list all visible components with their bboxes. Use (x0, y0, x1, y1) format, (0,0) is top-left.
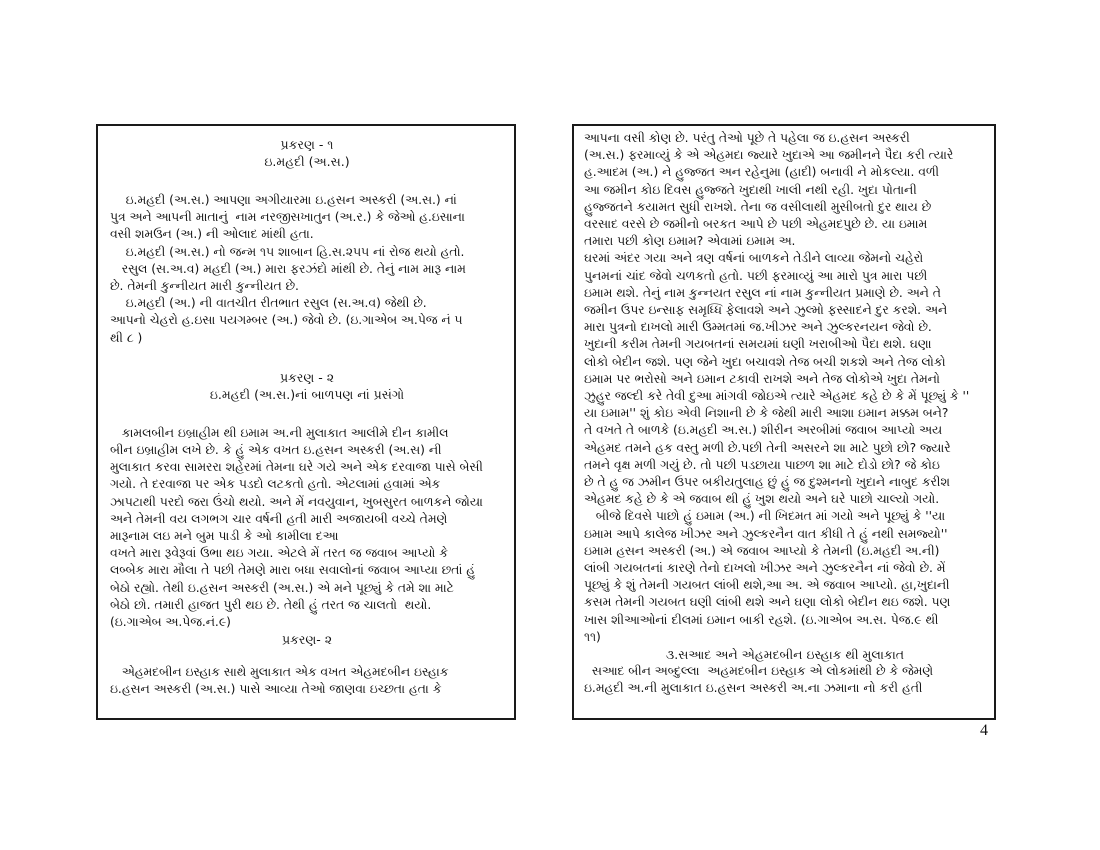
right-page (572, 124, 996, 720)
section-heading: ૩.સઆદ અને એહમદબીન ઇસ્હાક થી મુલાકાત (665, 647, 905, 663)
left-page (96, 124, 516, 720)
paragraph: કામલબીન ઇબ્રાહીમ થી ઇમામ અ.ની મુલાકાત આલીમે દીન કામીલ બીન ઇબ્રાહીમ લખે છે. કે હું એક વખત ઇ.હસન અસ્કરી (અ.સ) ની મુલાકાત કરવા સામરરા શહેરમાં તેમના ઘરે ગયે અને એક દરવાજા પાસે બેસી ગયો. તે દરવાજા પર એક પડદો લટકતો હતો. એટલામાં હવામાં એક ઝાપટાથી પરદો જરા ઉંચો થયો. અને મેં નવયુવાન, ખુબસુરત બાળકને જોયા અને તેમની વય લગભગ ચાર વર્ષની હતી મારી અજાયબી વચ્ચે તેમણે મારૂનામ લઇ મને બુમ પાડી કે ઓ કામીલા દઆ વખતે મારા રૂવેરૂવાં ઉભા થઇ ગયા. એટલે મેં તરત જ જવાબ આપ્યો કે લબ્બેક મારા મૌલા તે પછી તેમણે મારા બધા સવાલોનાં જવાબ આપ્યા છતાં હું બેઠો રહ્યો. તેથી ઇ.હસન અસ્કરી (અ.સ.) એ મને પૂછ્યું કે તમે શા માટે બેઠો છો. તમારી હાજત પુરી થઇ છે. તેથી હું તરત જ ચાલતો થયો. (ઇ.ગાએબ અ.પેજ.નં.૯) (110, 425, 483, 630)
paragraph: એહમદબીન ઇસ્હાક સાથે મુલાકાત એક વખત એહમદબીન ઇસ્હાક ઇ.હસન અસ્કરી (અ.સ.) પાસે આવ્યા તેઓ જાણવા ઇચ્છતા હતા કે (110, 665, 449, 697)
chapter-heading: પ્રકરણ- ૨ (281, 632, 333, 648)
chapter-heading: પ્રકરણ - ૧ (280, 137, 334, 152)
paragraph: આપના વસી કોણ છે. પરંતુ તેઓ પૂછે તે પહેલા જ ઇ.હસન અસ્કરી (અ.સ.) ફરમાવ્યું કે એ એહમદા જ્યારે ખુદાએ આ જમીનને પૈદા કરી ત્યારે હ.આદમ (અ.) ને હુજ્જત અન રહેનુમા (હાદી) બનાવી ને મોકલ્યા. વળી આ જમીન કોઇ દિવસ હુજ્જતે ખુદાથી ખાલી નથી રહી. ખુદા પોતાની હુજ્જતને કયામત સુધી રાખશે. તેના જ વસીલાથી મુસીબતો દુર થાય છે વરસાદ વરસે છે જમીનો બરકત આપે છે પછી એહમદપુછે છે. યા ઇમામ તમારા પછી કોણ ઇમામ? એવામાં ઇમામ અ. ઘરમાં અંદર ગયા અને ત્રણ વર્ષનાં બાળકને તેડીને લાવ્યા જેમનો ચહેરો પુનમનાં ચાંદ જેવો ચળકતો હતો. પછી ફરમાવ્યું આ મારો પુત્ર મારા પછી ઇમામ થશે. તેનું નામ કુન્નયત રસુલ નાં નામ કુન્નીયત પ્રમાણે છે. અને તે જમીન ઉપર ઇન્સાફ સમૃધ્ધિ ફેલાવશે અને ઝુલ્મો ફસ્સાદને દુર કરશે. અને મારા પુત્રનો દાખલો મારી ઉમ્મતમાં જ.ખીઝર અને ઝુલ્કરનયન જેવો છે. ખુદાની કરીમ તેમની ગયબતનાં સમયમાં ઘણી ખરાબીઓ પૈદા થશે. ઘણા લોકો બેદીન જશે. પણ જેને ખુદા બચાવશે તેજ બચી શકશે અને તેજ લોકો ઇમામ પર ભરોસો અને ઇમાન ટકાવી રાખશે અને તેજ લોકોએ ખુદા તેમનો ઝુહુર જલ્દી કરે તેવી દુઆ માંગવી જોઇએ ત્યારે એહમદ કહે છે કે મેં પૂછ્યું કે '' યા ઇમામ'' શું કોઇ એવી નિશાની છે કે જેથી મારી આશા ઇમાન મક્કમ બને? તે વખતે તે બાળકે (ઇ.મહદી અ.સ.) શીરીન અરબીમાં જવાબ આપ્યો અય એહમદ તમને હક વસ્તુ મળી છે.પછી તેની અસરને શા માટે પુછો છો? જ્યારે તમને વૃક્ષ મળી ગયું છે. તો પછી પડછાયા પાછળ શા માટે દોડો છો? જે કોઇ છે તે હુ જ ઝમીન ઉપર બકીયતુલાહ છું હું જ દુશ્મનનો ખુદાને નાબુદ કરીશ એહમદ કહે છે કે એ જવાબ થી હું ખુશ થયો અને ઘરે પાછો ચાલ્યો ગયો. બીજે દિવસે પાછો હું ઇમામ (અ.) ની ખિદમત માં ગયો અને પૂછ્યું કે ''યા ઇમામ આપે કાલેજ ખીઝર અને ઝુલ્કરનૈન વાત કીધી તે હું નથી સમજ્યો'' ઇમામ હસન અસ્કરી (અ.) એ જવાબ આપ્યો કે તેમની (ઇ.મહદી અ.ની) લાંબી ગયબતનાં કારણે તેનો દાખલો ખીઝર અને ઝુલ્કરનૈન નાં જેવો છે. મેં પૂછ્યું કે શું તેમની ગયબત લાંબી થશે,આ અ. એ જવાબ આપ્યો. હા,ખુદાની કસમ તેમની ગયબત ઘણી લાંબી થશે અને ઘણા લોકો બેદીન થઇ જશે. પણ ખાસ શીઆઓનાં દીલમાં ઇમાન બાકી રહશે. (ઇ.ગાએબ અ.સ. પેજ.૯ થી ૧૧) (584, 131, 970, 644)
page-number: 4 (980, 722, 988, 739)
chapter-heading: પ્રકરણ - ૨ (279, 369, 335, 385)
paragraph: સઆદ બીન અબ્દુલ્લા અહમદબીન ઇસ્હાક એ લોકમાંથી છે કે જેમણે ઇ.મહદી અ.ની મુલાકાત ઇ.હસન અસ્કરી અ.ના ઝમાના નો કરી હતી (584, 664, 933, 696)
chapter-title: ઇ.મહદી (અ.સ.) (264, 154, 350, 169)
chapter-title: ઇ.મહદી (અ.સ.)નાં બાળપણ નાં પ્રસંગો (209, 386, 405, 402)
paragraph: ઇ.મહદી (અ.સ.) આપણા અગીયારમા ઇ.હસન અસ્કરી (અ.સ.) નાં પુત્ર અને આપની માતાનું નામ નરજીસખાતુન (અ.ર.) કે જેઓ હ.ઇસાના વસી શમઉન (અ.) ની ઓલાદ માંથી હતા. ઇ.મહદી (અ.સ.) નો જન્મ ૧૫ શાબાન હિ.સ.૨૫૫ નાં રોજ થયો હતો. રસુલ (સ.અ.વ) મહદી (અ.) મારા ફરઝંદો માંથી છે. તેનું નામ મારૂ નામ છે. તેમની કુન્નીયત મારી કુન્નીયત છે. ઇ.મહદી (અ.) ની વાતચીત રીતભાત રસુલ (સ.અ.વ) જેથી છે. આપનો ચેહરો હ.ઇસા પયગમ્બર (અ.) જેવો છે. (ઇ.ગાએબ અ.પેજ નં ૫ થી ૮ ) (110, 193, 466, 345)
